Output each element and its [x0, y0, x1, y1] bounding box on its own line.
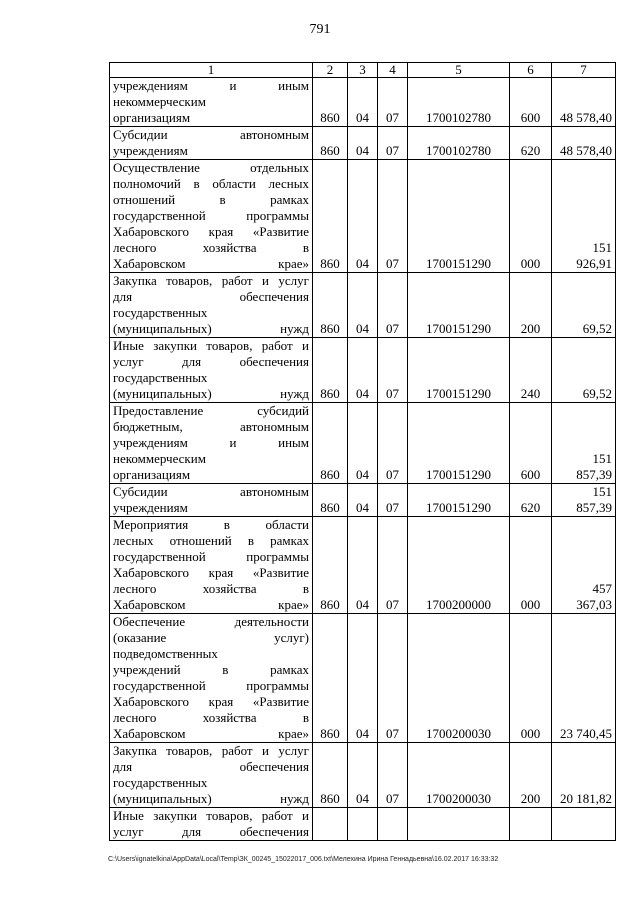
row-name-line: услуг для обеспечения	[113, 354, 309, 369]
row-name-cell	[110, 160, 313, 273]
section-code-cell: 04	[348, 127, 378, 160]
row-name-line: (муниципальных) нужд	[113, 386, 309, 401]
subsection-code-cell: 07	[378, 338, 408, 403]
budget-table	[109, 62, 616, 841]
department-code-cell	[313, 808, 348, 841]
table-row	[110, 78, 616, 127]
row-name-line: государственных	[113, 305, 208, 320]
row-name-line: Хабаровского края «Развитие	[113, 565, 309, 580]
row-name-line: Хабаровского края «Развитие	[113, 224, 309, 239]
row-name-cell	[110, 743, 313, 808]
section-code-cell: 04	[348, 517, 378, 614]
table-row	[110, 273, 616, 338]
row-name-cell	[110, 808, 313, 841]
row-name-line: Хабаровском крае»	[113, 597, 309, 612]
subsection-code-cell: 07	[378, 517, 408, 614]
target-article-cell: 1700151290	[408, 338, 510, 403]
row-name-line: государственной программы	[113, 678, 309, 693]
table-row	[110, 743, 616, 808]
amount-cell: 20 181,82	[552, 743, 616, 808]
row-name-line: для обеспечения	[113, 759, 309, 774]
table-row	[110, 517, 616, 614]
amount-cell	[552, 808, 616, 841]
row-name-cell	[110, 484, 313, 517]
row-name-line: (муниципальных) нужд	[113, 321, 309, 336]
department-code-cell: 860	[313, 517, 348, 614]
section-code-cell	[348, 808, 378, 841]
row-name-line: Закупка товаров, работ и услуг	[113, 743, 309, 758]
file-path-footer: C:\Users\ignatelkina\AppData\Local\Temp\ЗК_00245_15022017_006.txt\Мелехина Ирина Геннадьевна\16.02.2017 16:33:32	[108, 856, 499, 863]
expense-type-cell: 200	[510, 273, 552, 338]
expense-type-cell: 000	[510, 614, 552, 743]
section-code-cell: 04	[348, 78, 378, 127]
table-row	[110, 614, 616, 743]
table-header-row	[110, 63, 616, 78]
row-name-line: (муниципальных) нужд	[113, 791, 309, 806]
row-name-line: организациям	[113, 110, 191, 125]
amount-cell: 457 367,03	[552, 517, 616, 614]
target-article-cell: 1700102780	[408, 127, 510, 160]
row-name-line: учреждениям и иным	[113, 78, 309, 93]
amount-cell: 69,52	[552, 338, 616, 403]
amount-cell: 23 740,45	[552, 614, 616, 743]
row-name-line: для обеспечения	[113, 289, 309, 304]
row-name-cell	[110, 517, 313, 614]
department-code-cell: 860	[313, 484, 348, 517]
subsection-code-cell: 07	[378, 78, 408, 127]
section-code-cell: 04	[348, 160, 378, 273]
column-header: 1	[110, 63, 313, 78]
target-article-cell: 1700151290	[408, 484, 510, 517]
table-body	[110, 78, 616, 841]
row-name-line: государственной программы	[113, 208, 309, 223]
subsection-code-cell	[378, 808, 408, 841]
row-name-line: учреждениям	[113, 500, 188, 515]
department-code-cell: 860	[313, 273, 348, 338]
row-name-line: некоммерческим	[113, 94, 206, 109]
column-header: 3	[348, 63, 378, 78]
row-name-line: некоммерческим	[113, 451, 206, 466]
row-name-line: отношений в рамках	[113, 192, 309, 207]
row-name-line: Мероприятия в области	[113, 517, 309, 532]
row-name-line: учреждений в рамках	[113, 662, 309, 677]
row-name-line: государственных	[113, 775, 208, 790]
department-code-cell: 860	[313, 403, 348, 484]
section-code-cell: 04	[348, 403, 378, 484]
subsection-code-cell: 07	[378, 273, 408, 338]
row-name-cell	[110, 273, 313, 338]
table-row	[110, 403, 616, 484]
row-name-line: лесного хозяйства в	[113, 710, 309, 725]
amount-cell: 151 857,39	[552, 403, 616, 484]
row-name-line: полномочий в области лесных	[113, 176, 309, 191]
row-name-line: подведомственных	[113, 646, 218, 661]
row-name-line: государственной программы	[113, 549, 309, 564]
target-article-cell: 1700151290	[408, 403, 510, 484]
row-name-line: Субсидии автономным	[113, 484, 309, 499]
department-code-cell: 860	[313, 338, 348, 403]
department-code-cell: 860	[313, 614, 348, 743]
department-code-cell: 860	[313, 743, 348, 808]
column-header: 2	[313, 63, 348, 78]
row-name-cell	[110, 614, 313, 743]
row-name-line: бюджетным, автономным	[113, 419, 309, 434]
row-name-line: Хабаровского края «Развитие	[113, 694, 309, 709]
department-code-cell: 860	[313, 78, 348, 127]
amount-cell: 151 926,91	[552, 160, 616, 273]
target-article-cell: 1700102780	[408, 78, 510, 127]
amount-cell: 151 857,39	[552, 484, 616, 517]
row-name-cell	[110, 127, 313, 160]
table-row	[110, 160, 616, 273]
row-name-line: (оказание услуг)	[113, 630, 309, 645]
section-code-cell: 04	[348, 338, 378, 403]
table-row	[110, 484, 616, 517]
section-code-cell: 04	[348, 614, 378, 743]
section-code-cell: 04	[348, 484, 378, 517]
table-row	[110, 127, 616, 160]
row-name-line: Предоставление субсидий	[113, 403, 309, 418]
table-row	[110, 338, 616, 403]
row-name-line: Обеспечение деятельности	[113, 614, 309, 629]
column-header: 7	[552, 63, 616, 78]
target-article-cell: 1700151290	[408, 273, 510, 338]
row-name-line: лесного хозяйства в	[113, 240, 309, 255]
target-article-cell: 1700200030	[408, 614, 510, 743]
expense-type-cell	[510, 808, 552, 841]
row-name-cell	[110, 78, 313, 127]
row-name-line: учреждениям	[113, 143, 188, 158]
department-code-cell: 860	[313, 127, 348, 160]
subsection-code-cell: 07	[378, 127, 408, 160]
column-header: 6	[510, 63, 552, 78]
expense-type-cell: 600	[510, 403, 552, 484]
row-name-line: организациям	[113, 467, 191, 482]
expense-type-cell: 600	[510, 78, 552, 127]
expense-type-cell: 240	[510, 338, 552, 403]
row-name-line: Хабаровском крае»	[113, 256, 309, 271]
expense-type-cell: 620	[510, 127, 552, 160]
expense-type-cell: 000	[510, 160, 552, 273]
row-name-line: Хабаровском крае»	[113, 726, 309, 741]
row-name-line: лесных отношений в рамках	[113, 533, 309, 548]
section-code-cell: 04	[348, 273, 378, 338]
row-name-cell	[110, 403, 313, 484]
row-name-line: лесного хозяйства в	[113, 581, 309, 596]
target-article-cell: 1700200030	[408, 743, 510, 808]
subsection-code-cell: 07	[378, 160, 408, 273]
column-header: 5	[408, 63, 510, 78]
row-name-line: Закупка товаров, работ и услуг	[113, 273, 309, 288]
row-name-line: государственных	[113, 370, 208, 385]
subsection-code-cell: 07	[378, 614, 408, 743]
row-name-cell	[110, 338, 313, 403]
row-name-line: Осуществление отдельных	[113, 160, 309, 175]
section-code-cell: 04	[348, 743, 378, 808]
amount-cell: 69,52	[552, 273, 616, 338]
row-name-line: услуг для обеспечения	[113, 824, 309, 839]
subsection-code-cell: 07	[378, 484, 408, 517]
table-row	[110, 808, 616, 841]
target-article-cell	[408, 808, 510, 841]
column-header: 4	[378, 63, 408, 78]
expense-type-cell: 000	[510, 517, 552, 614]
expense-type-cell: 620	[510, 484, 552, 517]
row-name-line: учреждениям и иным	[113, 435, 309, 450]
row-name-line: Иные закупки товаров, работ и	[113, 808, 309, 823]
subsection-code-cell: 07	[378, 743, 408, 808]
target-article-cell: 1700151290	[408, 160, 510, 273]
page-number: 791	[309, 22, 331, 37]
expense-type-cell: 200	[510, 743, 552, 808]
department-code-cell: 860	[313, 160, 348, 273]
amount-cell: 48 578,40	[552, 127, 616, 160]
row-name-line: Иные закупки товаров, работ и	[113, 338, 309, 353]
amount-cell: 48 578,40	[552, 78, 616, 127]
target-article-cell: 1700200000	[408, 517, 510, 614]
row-name-line: Субсидии автономным	[113, 127, 309, 142]
subsection-code-cell: 07	[378, 403, 408, 484]
